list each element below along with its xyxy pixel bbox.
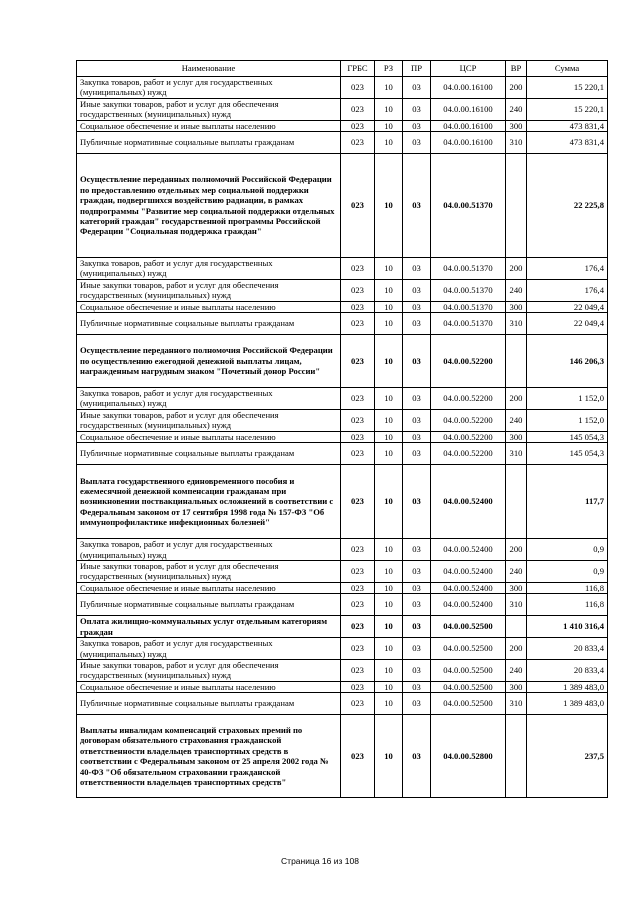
cell-sum: 473 831,4 [527, 120, 608, 131]
cell-name: Публичные нормативные социальные выплаты гражданам [77, 132, 341, 154]
cell-pr: 03 [403, 616, 431, 638]
cell-grbs: 023 [341, 77, 375, 99]
cell-rz: 10 [375, 313, 403, 335]
cell-pr: 03 [403, 681, 431, 692]
cell-csr: 04.0.00.52200 [431, 388, 506, 410]
table-row [77, 693, 608, 715]
cell-name: Социальное обеспечение и иные выплаты населению [77, 431, 341, 442]
cell-sum: 22 225,8 [527, 154, 608, 258]
cell-name: Социальное обеспечение и иные выплаты населению [77, 301, 341, 312]
table-row [77, 335, 608, 388]
cell-csr: 04.0.00.52500 [431, 693, 506, 715]
cell-rz: 10 [375, 77, 403, 99]
cell-rz: 10 [375, 258, 403, 280]
table-row [77, 465, 608, 539]
cell-pr: 03 [403, 279, 431, 301]
table-row [77, 638, 608, 660]
cell-grbs: 023 [341, 443, 375, 465]
cell-rz: 10 [375, 616, 403, 638]
cell-name: Иные закупки товаров, работ и услуг для обеспечения государственных (муниципальных) нужд [77, 279, 341, 301]
cell-rz: 10 [375, 431, 403, 442]
table-row [77, 715, 608, 798]
cell-sum: 1 152,0 [527, 409, 608, 431]
cell-csr: 04.0.00.16100 [431, 120, 506, 131]
table-row [77, 443, 608, 465]
cell-rz: 10 [375, 301, 403, 312]
table-row [77, 659, 608, 681]
cell-vr [506, 616, 527, 638]
cell-name: Осуществление переданных полномочий Российской Федерации по предоставлению отдельных мер социальной поддержки граждан, подвергшихся воздействию радиации, в рамках подпрограммы "Развитие мер социальной поддержки отдельных категорий граждан" государственной программы Российской Федерации "Социальная поддержка граждан" [77, 154, 341, 258]
cell-vr: 200 [506, 638, 527, 660]
table-row [77, 539, 608, 561]
cell-pr: 03 [403, 409, 431, 431]
cell-sum: 176,4 [527, 258, 608, 280]
cell-name: Оплата жилищно-коммунальных услуг отдельным категориям граждан [77, 616, 341, 638]
cell-pr: 03 [403, 313, 431, 335]
cell-pr: 03 [403, 258, 431, 280]
cell-rz: 10 [375, 539, 403, 561]
cell-pr: 03 [403, 154, 431, 258]
cell-name: Закупка товаров, работ и услуг для государственных (муниципальных) нужд [77, 77, 341, 99]
cell-grbs: 023 [341, 616, 375, 638]
header-vr: ВР [506, 61, 527, 77]
cell-csr: 04.0.00.51370 [431, 279, 506, 301]
table-row [77, 258, 608, 280]
table-row [77, 98, 608, 120]
cell-grbs: 023 [341, 313, 375, 335]
cell-pr: 03 [403, 443, 431, 465]
cell-rz: 10 [375, 582, 403, 593]
cell-rz: 10 [375, 560, 403, 582]
cell-csr: 04.0.00.52500 [431, 638, 506, 660]
page-number: Страница 16 из 108 [281, 856, 359, 866]
cell-vr [506, 335, 527, 388]
cell-sum: 146 206,3 [527, 335, 608, 388]
cell-sum: 1 389 483,0 [527, 681, 608, 692]
cell-vr: 300 [506, 301, 527, 312]
cell-name: Выплаты инвалидам компенсаций страховых премий по договорам обязательного страхования гражданской ответственности владельцев транспортных средств в соответствии с Федеральным законом от 25 апреля 2002 года № 40-ФЗ "Об обязательном страховании гражданской ответственности владельцев транспортных средств" [77, 715, 341, 798]
cell-csr: 04.0.00.52400 [431, 465, 506, 539]
cell-rz: 10 [375, 465, 403, 539]
table-row [77, 313, 608, 335]
cell-sum: 20 833,4 [527, 638, 608, 660]
cell-rz: 10 [375, 715, 403, 798]
cell-csr: 04.0.00.16100 [431, 77, 506, 99]
cell-rz: 10 [375, 388, 403, 410]
header-row [77, 61, 608, 77]
cell-pr: 03 [403, 715, 431, 798]
cell-name: Публичные нормативные социальные выплаты гражданам [77, 594, 341, 616]
cell-name: Публичные нормативные социальные выплаты гражданам [77, 313, 341, 335]
table-row [77, 132, 608, 154]
table-row [77, 582, 608, 593]
cell-sum: 145 054,3 [527, 443, 608, 465]
cell-vr: 300 [506, 120, 527, 131]
cell-csr: 04.0.00.52500 [431, 616, 506, 638]
cell-vr [506, 154, 527, 258]
table-row [77, 616, 608, 638]
cell-vr [506, 465, 527, 539]
cell-name: Социальное обеспечение и иные выплаты населению [77, 120, 341, 131]
cell-vr: 310 [506, 693, 527, 715]
cell-sum: 237,5 [527, 715, 608, 798]
cell-sum: 473 831,4 [527, 132, 608, 154]
cell-sum: 116,8 [527, 582, 608, 593]
cell-vr: 300 [506, 681, 527, 692]
cell-name: Публичные нормативные социальные выплаты гражданам [77, 693, 341, 715]
cell-name: Выплата государственного единовременного пособия и ежемесячной денежной компенсации гражданам при возникновении поствакцинальных осложнений в соответствии с Федеральным законом от 17 сентября 1998 года № 157-ФЗ "Об иммунопрофилактике инфекционных болезней" [77, 465, 341, 539]
cell-name: Иные закупки товаров, работ и услуг для обеспечения государственных (муниципальных) нужд [77, 560, 341, 582]
cell-vr: 310 [506, 594, 527, 616]
cell-vr: 240 [506, 560, 527, 582]
cell-grbs: 023 [341, 301, 375, 312]
table-body [77, 77, 608, 798]
cell-grbs: 023 [341, 258, 375, 280]
cell-rz: 10 [375, 638, 403, 660]
cell-vr: 300 [506, 431, 527, 442]
cell-name: Иные закупки товаров, работ и услуг для обеспечения государственных (муниципальных) нужд [77, 409, 341, 431]
cell-pr: 03 [403, 120, 431, 131]
table-row [77, 560, 608, 582]
table-row [77, 301, 608, 312]
cell-grbs: 023 [341, 279, 375, 301]
cell-vr: 310 [506, 132, 527, 154]
cell-vr: 200 [506, 539, 527, 561]
cell-csr: 04.0.00.52400 [431, 582, 506, 593]
cell-name: Иные закупки товаров, работ и услуг для обеспечения государственных (муниципальных) нужд [77, 659, 341, 681]
cell-pr: 03 [403, 335, 431, 388]
cell-vr: 200 [506, 258, 527, 280]
cell-sum: 15 220,1 [527, 77, 608, 99]
cell-pr: 03 [403, 539, 431, 561]
cell-pr: 03 [403, 594, 431, 616]
cell-rz: 10 [375, 335, 403, 388]
cell-pr: 03 [403, 659, 431, 681]
cell-pr: 03 [403, 693, 431, 715]
cell-pr: 03 [403, 431, 431, 442]
cell-csr: 04.0.00.52500 [431, 681, 506, 692]
cell-csr: 04.0.00.52200 [431, 409, 506, 431]
cell-csr: 04.0.00.52200 [431, 335, 506, 388]
cell-rz: 10 [375, 659, 403, 681]
cell-csr: 04.0.00.52200 [431, 443, 506, 465]
cell-sum: 1 389 483,0 [527, 693, 608, 715]
cell-grbs: 023 [341, 681, 375, 692]
cell-csr: 04.0.00.52500 [431, 659, 506, 681]
cell-csr: 04.0.00.52400 [431, 594, 506, 616]
header-csr: ЦСР [431, 61, 506, 77]
cell-name: Социальное обеспечение и иные выплаты населению [77, 582, 341, 593]
cell-pr: 03 [403, 132, 431, 154]
cell-csr: 04.0.00.51370 [431, 154, 506, 258]
cell-sum: 22 049,4 [527, 301, 608, 312]
cell-rz: 10 [375, 120, 403, 131]
cell-pr: 03 [403, 560, 431, 582]
cell-grbs: 023 [341, 594, 375, 616]
table-row [77, 120, 608, 131]
header-name: Наименование [77, 61, 341, 77]
cell-sum: 176,4 [527, 279, 608, 301]
cell-rz: 10 [375, 681, 403, 692]
cell-csr: 04.0.00.51370 [431, 258, 506, 280]
cell-sum: 145 054,3 [527, 431, 608, 442]
cell-pr: 03 [403, 98, 431, 120]
cell-grbs: 023 [341, 693, 375, 715]
cell-csr: 04.0.00.52800 [431, 715, 506, 798]
cell-name: Социальное обеспечение и иные выплаты населению [77, 681, 341, 692]
header-grbs: ГРБС [341, 61, 375, 77]
cell-pr: 03 [403, 582, 431, 593]
cell-grbs: 023 [341, 659, 375, 681]
cell-sum: 20 833,4 [527, 659, 608, 681]
cell-rz: 10 [375, 154, 403, 258]
cell-pr: 03 [403, 388, 431, 410]
cell-vr: 200 [506, 388, 527, 410]
cell-vr: 310 [506, 443, 527, 465]
cell-grbs: 023 [341, 638, 375, 660]
cell-rz: 10 [375, 443, 403, 465]
cell-name: Закупка товаров, работ и услуг для государственных (муниципальных) нужд [77, 638, 341, 660]
cell-name: Закупка товаров, работ и услуг для государственных (муниципальных) нужд [77, 258, 341, 280]
cell-csr: 04.0.00.52400 [431, 560, 506, 582]
cell-grbs: 023 [341, 560, 375, 582]
cell-vr: 240 [506, 98, 527, 120]
cell-pr: 03 [403, 77, 431, 99]
table-row [77, 409, 608, 431]
cell-vr: 310 [506, 313, 527, 335]
cell-grbs: 023 [341, 388, 375, 410]
cell-csr: 04.0.00.51370 [431, 301, 506, 312]
cell-grbs: 023 [341, 154, 375, 258]
cell-grbs: 023 [341, 431, 375, 442]
cell-name: Осуществление переданного полномочия Российской Федерации по осуществлению ежегодной денежной выплаты лицам, награжденным нагрудным знаком "Почетный донор России" [77, 335, 341, 388]
cell-grbs: 023 [341, 335, 375, 388]
header-sum: Сумма [527, 61, 608, 77]
cell-csr: 04.0.00.16100 [431, 132, 506, 154]
cell-vr [506, 715, 527, 798]
cell-sum: 0,9 [527, 539, 608, 561]
cell-sum: 1 410 316,4 [527, 616, 608, 638]
cell-grbs: 023 [341, 132, 375, 154]
cell-vr: 300 [506, 582, 527, 593]
cell-sum: 1 152,0 [527, 388, 608, 410]
header-pr: ПР [403, 61, 431, 77]
cell-grbs: 023 [341, 582, 375, 593]
cell-vr: 240 [506, 659, 527, 681]
cell-vr: 240 [506, 409, 527, 431]
cell-grbs: 023 [341, 715, 375, 798]
table-row [77, 594, 608, 616]
table-row [77, 431, 608, 442]
cell-pr: 03 [403, 301, 431, 312]
cell-rz: 10 [375, 98, 403, 120]
cell-sum: 15 220,1 [527, 98, 608, 120]
cell-csr: 04.0.00.51370 [431, 313, 506, 335]
cell-grbs: 023 [341, 98, 375, 120]
cell-grbs: 023 [341, 409, 375, 431]
cell-sum: 116,8 [527, 594, 608, 616]
cell-rz: 10 [375, 132, 403, 154]
cell-name: Публичные нормативные социальные выплаты гражданам [77, 443, 341, 465]
cell-rz: 10 [375, 409, 403, 431]
cell-name: Иные закупки товаров, работ и услуг для обеспечения государственных (муниципальных) нужд [77, 98, 341, 120]
cell-pr: 03 [403, 638, 431, 660]
cell-grbs: 023 [341, 539, 375, 561]
cell-pr: 03 [403, 465, 431, 539]
cell-csr: 04.0.00.52400 [431, 539, 506, 561]
cell-sum: 0,9 [527, 560, 608, 582]
table-row [77, 77, 608, 99]
cell-sum: 22 049,4 [527, 313, 608, 335]
table-row [77, 154, 608, 258]
budget-table [76, 60, 608, 798]
cell-csr: 04.0.00.52200 [431, 431, 506, 442]
cell-sum: 117,7 [527, 465, 608, 539]
cell-rz: 10 [375, 693, 403, 715]
cell-name: Закупка товаров, работ и услуг для государственных (муниципальных) нужд [77, 539, 341, 561]
cell-vr: 240 [506, 279, 527, 301]
table-row [77, 388, 608, 410]
cell-rz: 10 [375, 279, 403, 301]
table-row [77, 681, 608, 692]
cell-name: Закупка товаров, работ и услуг для государственных (муниципальных) нужд [77, 388, 341, 410]
table-header [77, 61, 608, 77]
cell-grbs: 023 [341, 120, 375, 131]
cell-csr: 04.0.00.16100 [431, 98, 506, 120]
cell-rz: 10 [375, 594, 403, 616]
cell-vr: 200 [506, 77, 527, 99]
cell-grbs: 023 [341, 465, 375, 539]
header-rz: РЗ [375, 61, 403, 77]
table-row [77, 279, 608, 301]
